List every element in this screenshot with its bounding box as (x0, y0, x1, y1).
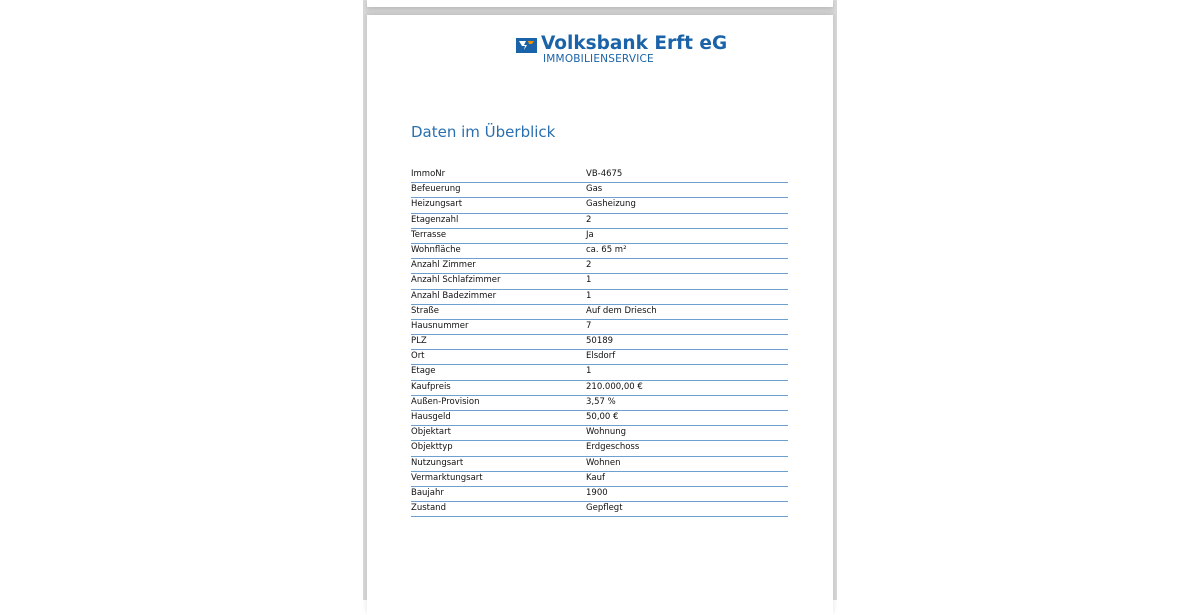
row-label: Straße (411, 305, 440, 316)
table-row (411, 290, 788, 305)
row-label: Heizungsart (411, 199, 463, 210)
row-label: Anzahl Schlafzimmer (411, 275, 501, 286)
row-value: 3,57 % (586, 396, 616, 407)
volksbank-logo-icon (516, 38, 537, 53)
row-value: Ja (586, 229, 594, 240)
table-row (411, 350, 788, 365)
document-viewer[interactable] (363, 0, 837, 600)
table-row (411, 441, 788, 456)
row-label: Objekttyp (411, 442, 453, 453)
row-label: Anzahl Zimmer (411, 260, 476, 271)
row-value: 2 (586, 214, 592, 225)
row-label: Zustand (411, 503, 446, 514)
row-label: Ort (411, 351, 425, 362)
row-label: Kaufpreis (411, 381, 451, 392)
table-row (411, 305, 788, 320)
bank-subtitle: IMMOBILIENSERVICE (543, 53, 654, 65)
table-row (411, 411, 788, 426)
table-row (411, 365, 788, 380)
table-row (411, 396, 788, 411)
row-value: 50189 (586, 336, 614, 347)
row-value: Gasheizung (586, 199, 636, 210)
table-row (411, 229, 788, 244)
row-value: VB-4675 (586, 169, 623, 179)
table-row (411, 168, 788, 183)
row-value: 210.000,00 € (586, 381, 643, 392)
row-label: Hausgeld (411, 412, 451, 422)
row-value: Gas (586, 184, 603, 195)
row-value: 1 (586, 275, 592, 286)
table-row (411, 274, 788, 289)
row-value: Gepflegt (586, 503, 623, 514)
table-row (411, 214, 788, 229)
table-row (411, 381, 788, 396)
row-value: 1 (586, 290, 592, 301)
row-value: Auf dem Driesch (586, 305, 657, 316)
row-value: 7 (586, 320, 592, 331)
row-label: Etage (411, 366, 436, 377)
bank-name: Volksbank Erft eG (541, 33, 728, 54)
table-row (411, 426, 788, 441)
row-label: Wohnfläche (411, 244, 461, 255)
row-label: Hausnummer (411, 320, 469, 331)
table-row (411, 487, 788, 502)
table-row (411, 472, 788, 487)
table-row (411, 502, 788, 517)
row-label: Etagenzahl (411, 214, 459, 225)
row-value: 50,00 € (586, 412, 619, 422)
row-value: Wohnung (586, 427, 627, 438)
row-value: ca. 65 m² (586, 244, 627, 255)
row-value: 2 (586, 260, 592, 271)
row-label: Baujahr (411, 487, 444, 498)
row-value: Kauf (586, 472, 606, 483)
row-value: 1 (586, 366, 592, 377)
table-row (411, 183, 788, 198)
page-title: Daten im Überblick (411, 123, 556, 141)
row-label: Nutzungsart (411, 457, 464, 468)
previous-page (367, 0, 833, 7)
row-value: Elsdorf (586, 351, 616, 362)
table-row (411, 457, 788, 472)
row-value: 1900 (586, 487, 608, 498)
row-label: ImmoNr (411, 169, 446, 179)
document-page (367, 15, 833, 615)
table-row (411, 259, 788, 274)
table-row (411, 198, 788, 213)
row-value: Erdgeschoss (586, 442, 640, 453)
table-row (411, 244, 788, 259)
row-label: Vermarktungsart (411, 472, 483, 483)
row-label: Anzahl Badezimmer (411, 290, 497, 301)
property-data-table (411, 168, 788, 517)
bank-logo (516, 33, 728, 68)
row-value: Wohnen (586, 457, 621, 468)
row-label: Terrasse (411, 229, 447, 240)
row-label: Außen-Provision (411, 396, 480, 407)
table-row (411, 335, 788, 350)
table-row (411, 320, 788, 335)
row-label: Objektart (411, 427, 451, 438)
row-label: Befeuerung (411, 184, 461, 195)
row-label: PLZ (411, 336, 427, 347)
